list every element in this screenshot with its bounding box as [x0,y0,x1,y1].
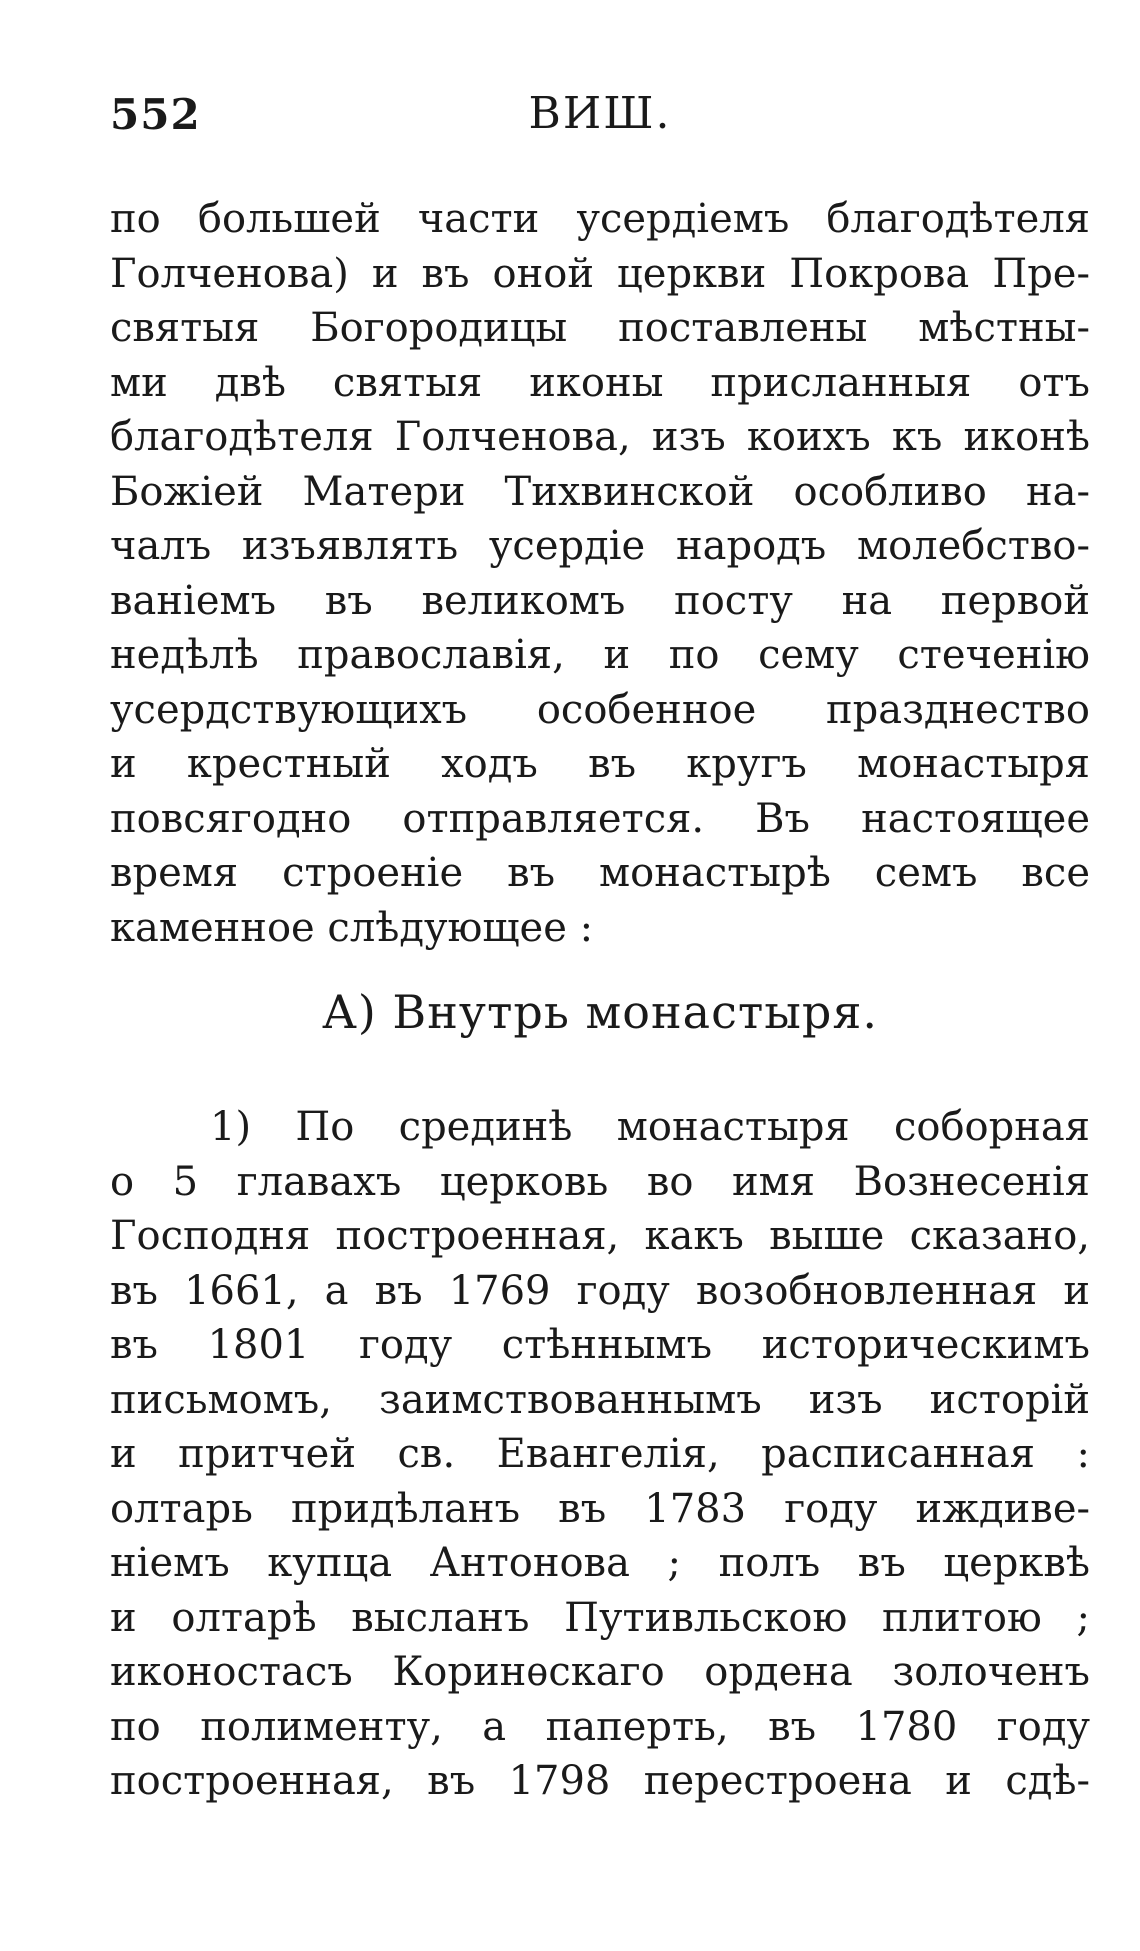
text-line: Божiей Матери Тихвинской особливо на- [110,468,1090,515]
running-head: ВИШ. [528,88,672,139]
paragraph-1 [110,1100,1090,1809]
text-line: недѣлѣ православiя, и по сему стеченiю [110,632,1090,678]
text-line: и притчей св. Евангелiя, расписанная : [110,1431,1090,1477]
text-line: и крестный ходъ въ кругъ монастыря [110,741,1090,787]
text-line: по полименту, а паперть, въ 1780 году [110,1703,1090,1750]
page-header [110,80,1090,150]
text-line: ванiемъ въ великомъ посту на первой [110,577,1090,624]
text-line: олтарь придѣланъ въ 1783 году иждиве- [110,1485,1090,1532]
text-line: нiемъ купца Антонова ; полъ въ церквѣ [110,1540,1090,1586]
text-line: Голченова) и въ оной церкви Покрова Пре- [110,250,1090,297]
text-line: 1) По срединѣ монастыря соборная [210,1104,1090,1150]
text-line: письмомъ, заимствованнымъ изъ исторiй [110,1376,1090,1423]
page-number: 552 [110,90,201,139]
text-line: иконостасъ Коринѳскаго ордена золоченъ [110,1649,1090,1695]
section-heading: А) Внутрь монастыря. [322,985,878,1039]
text-line: время строенiе въ монастырѣ семъ все [110,850,1090,896]
text-line: Господня построенная, какъ выше сказано, [110,1213,1090,1259]
intro-paragraph [110,192,1090,955]
text-line: повсягодно отправляется. Въ настоящее [110,795,1090,842]
text-line: чалъ изъявлять усердiе народъ молебство- [110,523,1090,569]
text-line: построенная, въ 1798 перестроена и сдѣ- [110,1758,1090,1804]
text-line: о 5 главахъ церковь во имя Вознесенiя [110,1158,1090,1205]
text-line: ми двѣ святыя иконы присланныя отъ [110,359,1090,406]
text-line: святыя Богородицы поставлены мѣстны- [110,305,1090,351]
text-line: по большей части усердiемъ благодѣтеля [110,196,1090,242]
text-line: каменное слѣдующее : [110,904,594,951]
text-line: и олтарѣ высланъ Путивльскою плитою ; [110,1594,1090,1641]
text-line: усердствующихъ особенное празднество [110,686,1090,733]
text-line: въ 1661, а въ 1769 году возобновленная и [110,1267,1090,1314]
text-line: благодѣтеля Голченова, изъ коихъ къ иконѣ [110,414,1090,460]
text-line: въ 1801 году стѣннымъ историческимъ [110,1322,1090,1368]
